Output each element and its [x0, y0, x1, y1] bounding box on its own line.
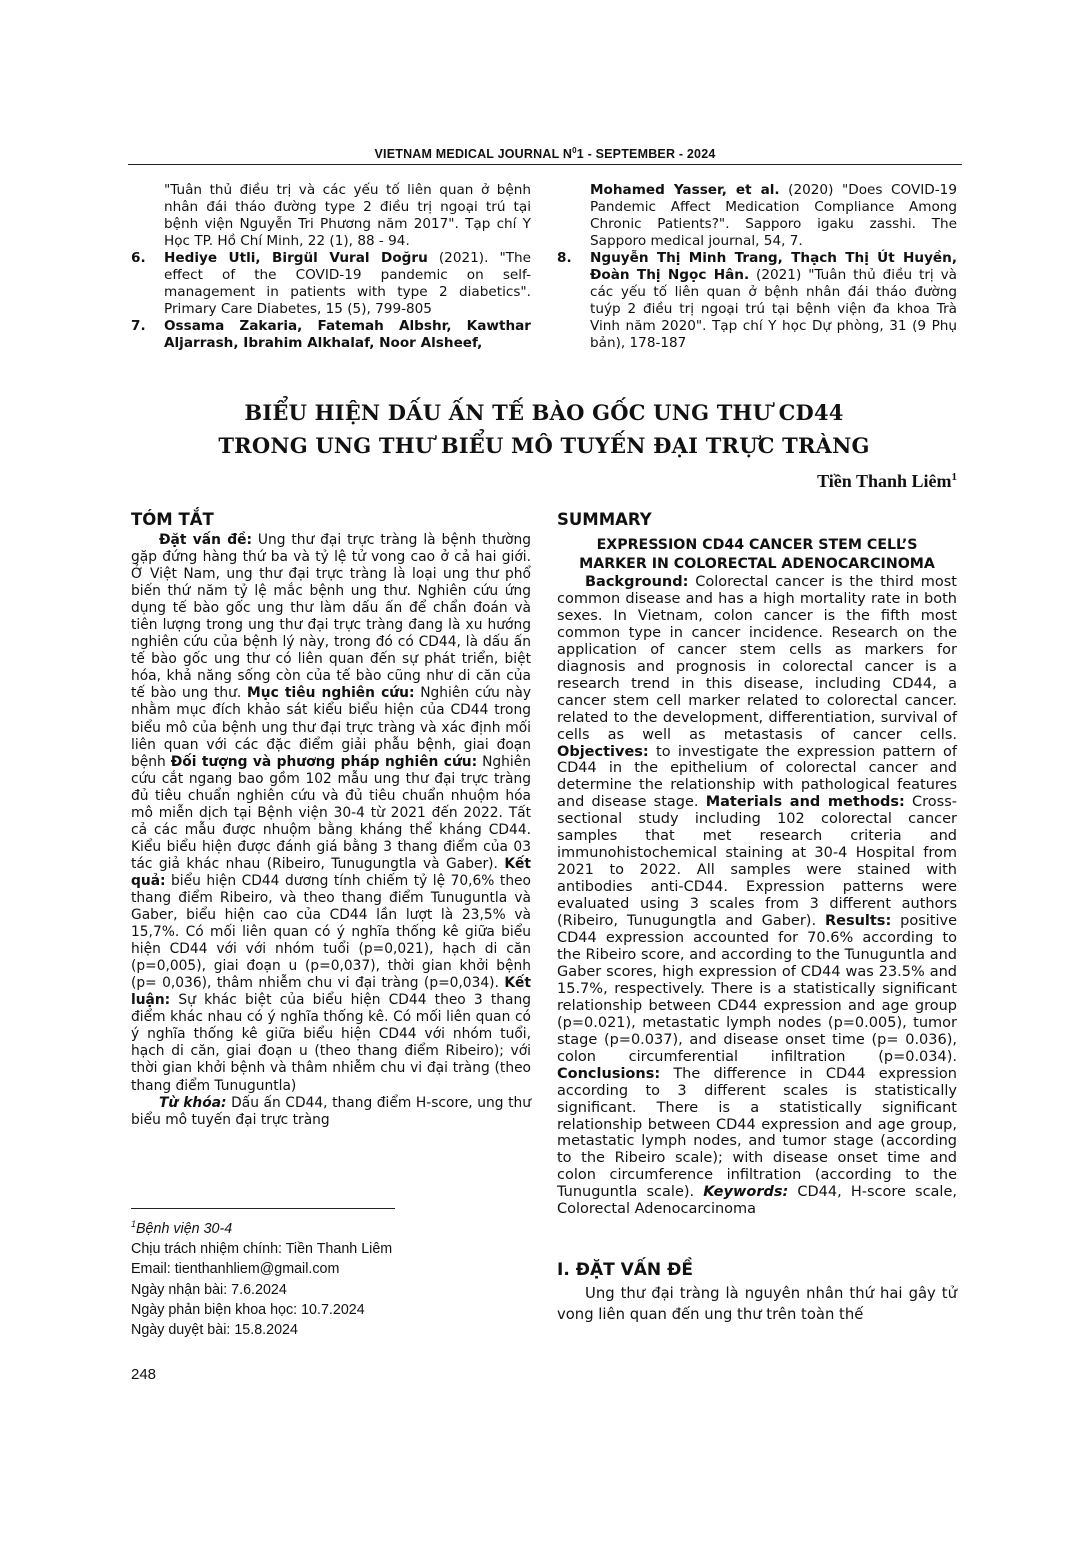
- reference-text: "Tuân thủ điều trị và các yếu tố liên quan ở bệnh nhân đái tháo đường type 2 điều trị ngoại trú tại bệnh viện Nguyễn Tri Phương năm 2017". Tạp chí Y Học TP. Hồ Chí Minh, 22 (1), 88 - 94.: [164, 182, 531, 249]
- reference-number: 7.: [131, 318, 146, 334]
- reference-item: [557, 182, 957, 250]
- reference-authors: Nguyễn Thị Minh Trang, Thạch Thị Út Huyền, Đoàn Thị Ngọc Hân.: [590, 250, 957, 283]
- review-date: Ngày phản biện khoa học: 10.7.2024: [131, 1301, 365, 1318]
- conclusion-label: Conclusions:: [557, 1065, 661, 1082]
- results-label: Results:: [824, 913, 892, 930]
- abstract-body-en: [557, 574, 957, 1218]
- corresponding-author: Chịu trách nhiệm chính: Tiền Thanh Liêm: [131, 1241, 393, 1258]
- reference-number: 6.: [131, 250, 146, 266]
- reference-authors: Ossama Zakaria, Fatemah Albshr, Kawthar Aljarrash, Ibrahim Alkhalaf, Noor Alsheef,: [164, 318, 531, 351]
- footnote-rule: [131, 1208, 395, 1209]
- methods-text: Cross-sectional study including 102 colorectal cancer samples that met research criteria and immunohistochemical staining at 30-4 Hospital from 2021 to 2022. All samples were stained with antibodies anti-CD44. Expression patterns were evaluated using 3 scales from 3 different authors (Ribeiro, Tunugungtla and Gaber).: [557, 794, 958, 930]
- reference-text: (2020) "Does COVID-19 Pandemic Affect Medication Compliance Among Chronic Patients?". Sapporo igaku zasshi. The Sapporo medical journal, 54, 7.: [590, 182, 957, 249]
- vietnamese-abstract: [131, 510, 531, 1129]
- background-label: Background:: [585, 574, 689, 590]
- journal-name: VIETNAM MEDICAL JOURNAL N: [374, 147, 573, 162]
- article-title-line-1: BIỂU HIỆN DẤU ẤN TẾ BÀO GỐC UNG THƯ CD44: [244, 400, 844, 425]
- results-label: Kết quả:: [131, 855, 531, 889]
- keywords-vi: [131, 1095, 531, 1129]
- page-number: 248: [131, 1366, 157, 1383]
- article-title: [131, 396, 957, 462]
- author-affiliation-mark: 1: [951, 471, 957, 483]
- english-title: [557, 536, 957, 574]
- abstract-body-vi: [131, 532, 531, 1095]
- journal-issue: 1 - SEPTEMBER - 2024: [576, 147, 716, 162]
- reference-number: 8.: [557, 250, 572, 266]
- reference-item: [131, 250, 531, 318]
- author-name: Tiền Thanh Liêm: [817, 471, 952, 491]
- results-text: positive CD44 expression accounted for 70.6% according to the Ribeiro score, and according to the Tunuguntla and Gaber scores, high expression of CD44 was 23.5% and 15.7%, respectively. There is a statistically significant relationship between CD44 expression and age group (p=0.021), metastatic lymph nodes (p=0.005), tumor stage (p=0.037), and disease onset time (p= 0.036), colon circumferential infiltration (p=0.034).: [557, 913, 958, 1065]
- english-title-line-2: MARKER IN COLORECTAL ADENOCARCINOMA: [579, 556, 935, 572]
- received-date: Ngày nhận bài: 7.6.2024: [131, 1281, 287, 1298]
- introduction-heading: I. ĐẶT VẤN ĐỀ: [557, 1260, 693, 1280]
- keywords-label: Từ khóa:: [159, 1094, 227, 1111]
- reference-item: [557, 250, 957, 352]
- affiliation-text: Bệnh viện 30-4: [136, 1220, 233, 1237]
- methods-label: Đối tượng và phương pháp nghiên cứu:: [170, 753, 478, 770]
- abstract-heading-vi: TÓM TẮT: [131, 510, 214, 529]
- reference-text: (2021) "Tuân thủ điều trị và các yếu tố liên quan ở bệnh nhân đái tháo đường tuýp 2 điều trị ngoại trú tại bệnh viện đa khoa Trà Vinh năm 2020". Tạp chí Y học Dự phòng, 31 (9 Phụ bản), 178-187: [590, 267, 957, 351]
- journal-header: [128, 146, 962, 161]
- references-left: [131, 182, 531, 352]
- header-rule: [128, 164, 962, 165]
- objective-text: Nghiên cứu này nhằm mục đích khảo sát kiểu biểu hiện của CD44 trong biểu mô của bệnh ung thư đại trực tràng và xác định mối liên quan với các đặc điểm giải phẫu bệnh, giai đoạn bệnh: [131, 685, 532, 770]
- english-title-line-1: EXPRESSION CD44 CANCER STEM CELL’S: [596, 537, 918, 553]
- keywords-text: CD44, H-score scale, Colorectal Adenocarcinoma: [557, 1184, 957, 1218]
- objective-text: to investigate the expression pattern of CD44 in the epithelium of colorectal cancer and determine the relationship with pathological features and disease stage.: [557, 743, 957, 811]
- background-text: Ung thư đại trực tràng là bệnh thường gặp đứng hàng thứ ba và tỷ lệ tử vong cao ở cả hai giới. Ở Việt Nam, ung thư đại trực tràng là loại ung thư phổ biến thứ năm tỷ lệ mắc bệnh ung thư. Nghiên cứu ứng dụng tế bào gốc ung thư làm dấu ấn để chẩn đoán và tiên lượng trong ung thư đại trực tràng đang là xu hướng nghiên cứu của bệnh lý này, trong đó có CD44, là dấu ấn tế bào gốc ung thư có liên quan đến sự phát triển, biệt hóa, khả năng sống còn của tế bào cũng như di căn của tế bào ung thư.: [131, 532, 531, 702]
- keywords-label: Keywords:: [703, 1184, 789, 1201]
- conclusion-text: The difference in CD44 expression according to 3 different scales is statistically significant. There is a statistically significant relationship between CD44 expression and age group, metastatic lymph nodes, and tumor stage (according to the Ribeiro scale); with disease onset time and colon circumference infiltration (according to the Tunuguntla scale).: [557, 1065, 957, 1201]
- affiliation: [131, 1214, 531, 1239]
- article-title-line-2: TRONG UNG THƯ BIỂU MÔ TUYẾN ĐẠI TRỰC TRÀNG: [218, 433, 870, 458]
- methods-label: Materials and methods:: [705, 794, 905, 811]
- reference-text: (2021). "The effect of the COVID-19 pandemic on self-management in patients with type 2 diabetics". Primary Care Diabetes, 15 (5), 799-805: [164, 250, 531, 317]
- author: [817, 471, 957, 492]
- keywords-text: Dấu ấn CD44, thang điểm H-score, ung thư biểu mô tuyến đại trực tràng: [131, 1094, 531, 1128]
- results-text: biểu hiện CD44 dương tính chiếm tỷ lệ 70,6% theo thang điểm Ribeiro, và theo thang điểm Tunuguntla và Gaber, biểu hiện cao của CD44 lần lượt là 23,5% và 15,7%. Có mối liên quan có ý nghĩa thống kê giữa biểu hiện CD44 với với nhóm tuổi (p=0,021), hạch di căn (p=0,005), giai đoạn u (p=0,037), thời gian khởi bệnh (p= 0,036), thâm nhiễm chu vi đại tràng (p=0,034).: [131, 872, 531, 992]
- footnote: [131, 1214, 531, 1341]
- background-label: Đặt vấn đề:: [159, 532, 252, 548]
- reference-item: [131, 182, 531, 250]
- email: Email: tienthanhliem@gmail.com: [131, 1261, 340, 1278]
- introduction-text: Ung thư đại tràng là nguyên nhân thứ hai gây tử vong liên quan đến ung thư trên toàn thế: [557, 1285, 957, 1323]
- conclusion-text: Sự khác biệt của biểu hiện CD44 theo 3 thang điểm khác nhau có ý nghĩa thống kê. Có mối liên quan có ý nghĩa thống kê giữa biểu hiện CD44 với nhóm tuổi, hạch di căn, giai đoạn u (theo thang điểm Ribeiro); với thời gian khởi bệnh và thâm nhiễm chu vi đại tràng (theo thang điểm Tunuguntla): [131, 992, 531, 1094]
- objective-label: Mục tiêu nghiên cứu:: [247, 685, 415, 702]
- methods-text: Nghiên cứu cắt ngang bao gồm 102 mẫu ung thư đại trực tràng đủ tiêu chuẩn nghiên cứu và đủ tiêu chuẩn nhuộm hóa mô miễn dịch tại Bệnh viện 30-4 từ 2021 đến 2022. Tất cả các mẫu được nhuộm bằng kháng thể kháng CD44. Kiểu biểu hiện được đánh giá bằng 3 thang điểm của 03 tác giả khác nhau (Ribeiro, Tunugungtla và Gaber).: [131, 753, 531, 872]
- abstract-heading-en: SUMMARY: [557, 510, 652, 529]
- journal-number-sup: 0: [572, 146, 577, 155]
- introduction: [557, 1260, 957, 1325]
- conclusion-label: Kết luận:: [131, 975, 531, 1009]
- affiliation-mark: 1: [131, 1219, 137, 1229]
- reference-item: [131, 318, 531, 352]
- accepted-date: Ngày duyệt bài: 15.8.2024: [131, 1322, 298, 1339]
- background-text: Colorectal cancer is the third most common disease and has a high mortality rate in both sexes. In Vietnam, colon cancer is the fifth most common type in cancer incidence. Research on the application of cancer stem cells as markers for diagnosis and prognosis in colorectal cancer is a research trend in this disease, including CD44, a cancer stem cell marker related to colorectal cancer. related to the development, differentiation, survival of cells as well as metastasis of cancer cells.: [557, 574, 957, 743]
- reference-authors: Mohamed Yasser, et al.: [590, 182, 780, 198]
- english-abstract: [557, 510, 957, 1218]
- objective-label: Objectives:: [557, 743, 649, 760]
- reference-authors: Hediye Utli, Birgül Vural Doğru: [164, 250, 428, 266]
- references-right: [557, 182, 957, 352]
